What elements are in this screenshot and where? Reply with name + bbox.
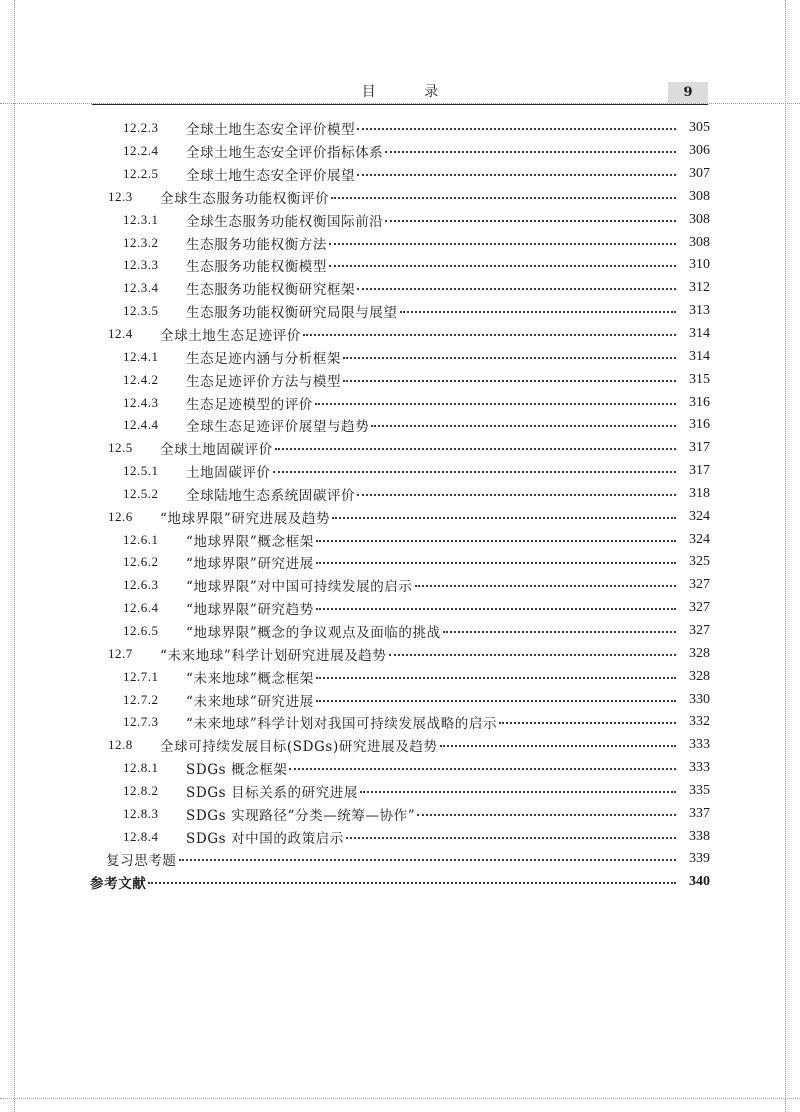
toc-entry-title: 全球土地固碳评价 <box>160 442 273 459</box>
toc-entry-number: 12.7.3 <box>123 714 159 730</box>
toc-entry-number: 12.4.2 <box>123 371 159 387</box>
dot-leader <box>343 380 676 382</box>
crop-mark-right <box>785 0 786 1112</box>
dot-leader <box>389 654 676 656</box>
dot-leader <box>329 243 676 245</box>
toc-entry-number: 12.8.3 <box>123 805 159 821</box>
dot-leader <box>179 859 677 861</box>
dot-leader <box>385 220 676 222</box>
toc-entry-page: 314 <box>689 348 710 364</box>
toc-entry <box>90 574 710 597</box>
toc-entry-page: 310 <box>689 257 710 273</box>
toc-entry <box>90 208 710 231</box>
toc-entry-page: 328 <box>689 645 710 661</box>
toc-entry <box>90 597 710 620</box>
toc-entry-number: 12.6.3 <box>123 577 159 593</box>
toc-entry-page: 339 <box>689 851 710 867</box>
toc-entry-number: 12.6.2 <box>123 554 159 570</box>
toc-entry-page: 308 <box>689 211 710 227</box>
toc-entry-page: 317 <box>689 463 710 479</box>
dot-leader <box>357 494 676 496</box>
toc-entry-title: 全球生态足迹评价展望与趋势 <box>186 419 370 436</box>
toc-entry <box>90 483 710 506</box>
dot-leader <box>315 403 676 405</box>
toc-entry-title: 全球土地生态安全评价指标体系 <box>186 145 384 162</box>
toc-entry <box>90 300 710 323</box>
toc-entry-page: 314 <box>689 326 710 342</box>
toc-entry-title: 全球可持续发展目标(SDGs)研究进展及趋势 <box>160 739 438 756</box>
toc-entry-title: “地球界限”对中国可持续发展的启示 <box>186 579 413 596</box>
toc-entry-number: 12.5.2 <box>123 485 159 501</box>
toc-entry-page: 312 <box>689 280 710 296</box>
dot-leader <box>148 882 676 884</box>
toc-entry <box>90 779 710 802</box>
toc-entry-page: 308 <box>689 188 710 204</box>
toc-entry-number: 12.5 <box>108 440 133 456</box>
toc-entry-title: 生态服务功能权衡研究局限与展望 <box>186 305 398 322</box>
dot-leader <box>417 814 676 816</box>
toc-entry-title: SDGs 概念框架 <box>186 762 288 779</box>
toc-entry-page: 328 <box>689 668 710 684</box>
toc-entry-title: “未来地球”科学计划研究进展及趋势 <box>160 647 387 664</box>
toc-entry-page: 330 <box>689 691 710 707</box>
dot-leader <box>346 837 676 839</box>
toc-entry-page: 313 <box>689 303 710 319</box>
toc-entry-number: 12.2.3 <box>123 120 159 136</box>
toc-entry-number: 12.3.5 <box>123 303 159 319</box>
toc-entry-number: 12.8.2 <box>123 782 159 798</box>
dot-leader <box>273 471 676 473</box>
toc-entry-title: 全球生态服务功能权衡评价 <box>160 190 330 207</box>
dot-leader <box>275 448 676 450</box>
toc-entry-title: “地球界限”研究趋势 <box>186 602 314 619</box>
toc-entry-number: 12.8.4 <box>123 828 159 844</box>
toc-entry-page: 333 <box>689 737 710 753</box>
toc-entry <box>90 642 710 665</box>
toc-entry-page: 333 <box>689 760 710 776</box>
toc-entry-page: 327 <box>689 622 710 638</box>
dot-leader <box>316 562 676 564</box>
toc-entry-number: 12.3.3 <box>123 257 159 273</box>
toc-entry <box>90 186 710 209</box>
dot-leader <box>343 357 676 359</box>
toc-entry-page: 306 <box>689 143 710 159</box>
dot-leader <box>332 517 676 519</box>
page-number: 9 <box>668 82 708 103</box>
crop-mark-bottom <box>0 1098 800 1099</box>
toc-entry-title: 生态足迹模型的评价 <box>186 396 313 413</box>
toc-entry <box>90 277 710 300</box>
toc-entry <box>90 757 710 780</box>
dot-leader <box>289 768 676 770</box>
dot-leader <box>316 700 676 702</box>
toc-entry-title: “未来地球”概念框架 <box>186 670 314 687</box>
toc-entry-title: 生态服务功能权衡方法 <box>186 236 327 253</box>
toc-entry <box>90 117 710 140</box>
dot-leader <box>360 791 676 793</box>
dot-leader <box>357 128 676 130</box>
toc-entry-number: 12.6.5 <box>123 622 159 638</box>
toc-entry <box>90 711 710 734</box>
toc-entry-title: “地球界限”研究进展及趋势 <box>160 510 331 527</box>
toc-entry-number: 12.3.2 <box>123 234 159 250</box>
toc-entry <box>90 505 710 528</box>
toc-entry-page: 316 <box>689 394 710 410</box>
toc-entry <box>90 871 710 894</box>
toc-entry-number: 12.2.5 <box>123 166 159 182</box>
toc-entry-number: 12.6.4 <box>123 600 159 616</box>
toc-entry-page: 316 <box>689 417 710 433</box>
toc-entry-page: 327 <box>689 600 710 616</box>
toc-entry-page: 327 <box>689 577 710 593</box>
toc-entry-page: 335 <box>689 782 710 798</box>
toc-entry <box>90 848 710 871</box>
dot-leader <box>316 608 676 610</box>
toc-entry-page: 338 <box>689 828 710 844</box>
toc-entry-number: 12.7.2 <box>123 691 159 707</box>
toc-entry-number: 12.7 <box>108 645 133 661</box>
toc-entry-page: 340 <box>689 874 710 890</box>
toc-entry <box>90 323 710 346</box>
toc-entry-title: “地球界限”概念的争议观点及面临的挑战 <box>186 624 441 641</box>
dot-leader <box>443 631 676 633</box>
table-of-contents <box>90 117 710 894</box>
toc-entry-title: “未来地球”科学计划对我国可持续发展战略的启示 <box>186 716 498 733</box>
toc-entry-number: 12.6 <box>108 508 133 524</box>
toc-entry-number: 12.4.4 <box>123 417 159 433</box>
toc-entry-page: 315 <box>689 371 710 387</box>
toc-entry <box>90 802 710 825</box>
toc-entry <box>90 254 710 277</box>
toc-entry-title: 全球生态服务功能权衡国际前沿 <box>186 213 384 230</box>
dot-leader <box>329 265 676 267</box>
dot-leader <box>316 677 676 679</box>
toc-entry-page: 305 <box>689 120 710 136</box>
toc-entry-number: 12.8.1 <box>123 760 159 776</box>
toc-entry <box>90 460 710 483</box>
toc-entry-page: 317 <box>689 440 710 456</box>
toc-entry-number: 12.2.4 <box>123 143 159 159</box>
header-title: 目 录 <box>361 84 461 100</box>
toc-entry-number: 12.4.1 <box>123 348 159 364</box>
toc-entry-page: 308 <box>689 234 710 250</box>
toc-entry <box>90 734 710 757</box>
toc-entry-page: 307 <box>689 166 710 182</box>
dot-leader <box>357 288 676 290</box>
toc-entry-title: 生态足迹内涵与分析框架 <box>186 350 342 367</box>
toc-entry <box>90 437 710 460</box>
toc-entry <box>90 665 710 688</box>
toc-entry-title: “未来地球”研究进展 <box>186 693 314 710</box>
dot-leader <box>331 197 676 199</box>
dot-leader <box>357 174 676 176</box>
toc-entry-title: “地球界限”研究进展 <box>186 556 314 573</box>
toc-entry-title: 土地固碳评价 <box>186 465 271 482</box>
crop-mark-left <box>14 0 15 1112</box>
toc-entry-page: 324 <box>689 531 710 547</box>
toc-entry-number: 12.3 <box>108 188 133 204</box>
toc-entry-number: 12.8 <box>108 737 133 753</box>
toc-entry-page: 324 <box>689 508 710 524</box>
dot-leader <box>415 585 676 587</box>
toc-entry-title: SDGs 实现路径“分类—统筹—协作” <box>186 807 416 824</box>
toc-entry-number: 12.4 <box>108 326 133 342</box>
toc-entry-title: SDGs 目标关系的研究进展 <box>186 784 358 801</box>
dot-leader <box>385 151 676 153</box>
toc-entry-title: 全球土地生态足迹评价 <box>160 328 301 345</box>
toc-entry-number: 12.5.1 <box>123 463 159 479</box>
toc-entry-title: 全球土地生态安全评价模型 <box>186 122 356 139</box>
toc-entry <box>90 368 710 391</box>
toc-entry <box>90 551 710 574</box>
running-header <box>92 82 708 105</box>
toc-entry-title: “地球界限”概念框架 <box>186 533 314 550</box>
toc-entry <box>90 231 710 254</box>
toc-entry-title: 复习思考题 <box>106 853 177 870</box>
toc-entry <box>90 345 710 368</box>
toc-entry-title: 全球土地生态安全评价展望 <box>186 168 356 185</box>
toc-entry-title: 生态服务功能权衡研究框架 <box>186 282 356 299</box>
toc-entry-title: SDGs 对中国的政策启示 <box>186 830 344 847</box>
toc-entry-number: 12.3.1 <box>123 211 159 227</box>
toc-entry-number: 12.4.3 <box>123 394 159 410</box>
toc-entry <box>90 825 710 848</box>
toc-entry-title: 参考文献 <box>90 876 147 893</box>
toc-entry <box>90 528 710 551</box>
dot-leader <box>371 425 676 427</box>
toc-entry-number: 12.7.1 <box>123 668 159 684</box>
toc-entry <box>90 140 710 163</box>
toc-entry <box>90 688 710 711</box>
dot-leader <box>440 745 676 747</box>
toc-entry-page: 318 <box>689 485 710 501</box>
toc-entry-title: 生态服务功能权衡模型 <box>186 259 327 276</box>
dot-leader <box>303 334 676 336</box>
toc-entry-number: 12.3.4 <box>123 280 159 296</box>
toc-entry <box>90 391 710 414</box>
toc-entry <box>90 620 710 643</box>
toc-entry-page: 332 <box>689 714 710 730</box>
toc-entry <box>90 414 710 437</box>
toc-entry-title: 生态足迹评价方法与模型 <box>186 373 342 390</box>
toc-entry-page: 325 <box>689 554 710 570</box>
dot-leader <box>499 722 676 724</box>
toc-entry <box>90 163 710 186</box>
toc-entry-number: 12.6.1 <box>123 531 159 547</box>
dot-leader <box>400 311 677 313</box>
toc-entry-title: 全球陆地生态系统固碳评价 <box>186 487 356 504</box>
toc-entry-page: 337 <box>689 805 710 821</box>
dot-leader <box>316 540 676 542</box>
